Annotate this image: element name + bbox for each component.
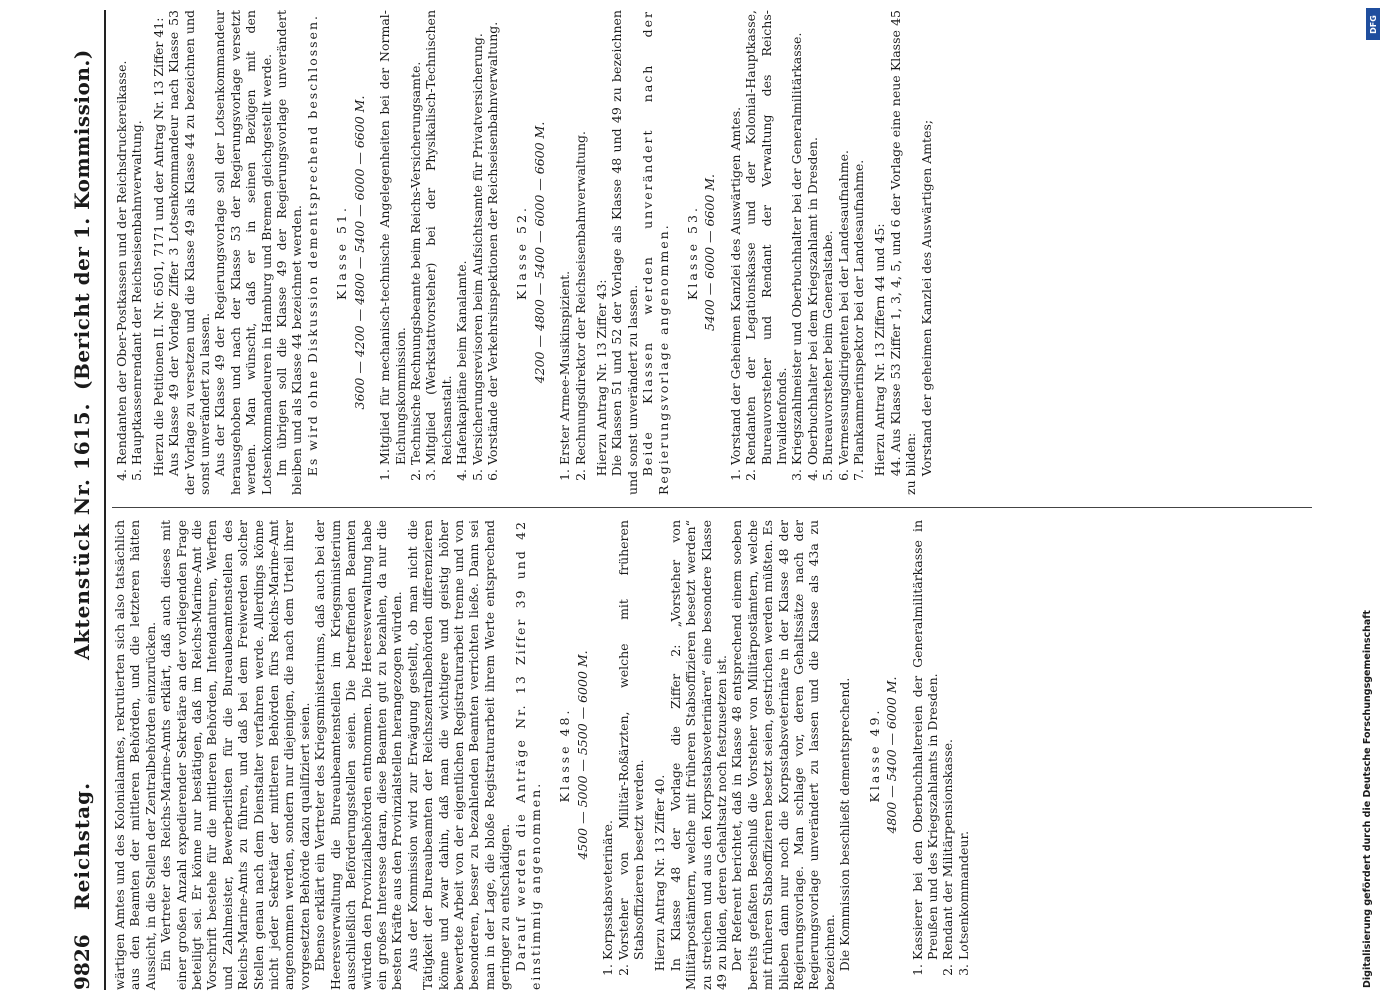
paragraph: Darauf werden die Anträge Nr. 13 Ziffer 39 und 42 einstimmig angenommen. [512,520,543,990]
paragraph: wärtigen Amtes und des Kolonialamtes, rekrutierten sich also tatsächlich aus den Beamten der mittleren Behörden, und die letzteren hätten Aussicht, in die Stellen der Zentralbehörden einzurücken. [112,520,158,990]
report-title: (Bericht der 1. Kommission.) [70,49,94,390]
paragraph: Vorstand der geheimen Kanzlei des Auswärtigen Amtes; [918,119,934,477]
class-heading: Klasse 53. [685,205,700,300]
paragraph: In Klasse 48 der Vorlage die Ziffer 2: „Vorsteher von Militärpostämtern, welche mit früheren Stabsoffizieren besetzt werden“ zu streichen und aus den Korpsstabsveterinären“ eine besondere Klasse 49 zu bilden, deren Gehaltsatz noch festzusetzen ist. [667,520,730,990]
paragraph: Aus der Kommission wird zur Erwägung gestellt, ob man nicht die Tätigkeit der Bureaubeamten der Reichszentralbehörden differenzieren könne und zwar dahin, daß man die wichtigere und geistig höher bewertete Arbeit von der eigentlichen Registraturarbeit trenne und von besonderen, besser zu bezahlenden Beamten verrichten ließe. Dann sei man in der Lage, die bloße Registraturarbeit ihrem Werte entsprechend geringer zu entschädigen. [404,520,513,990]
running-title: Reichstag. [70,781,94,910]
page-number: 9826 [70,934,94,990]
dfg-logo-text: DFG [1368,14,1378,34]
class-list [557,10,588,495]
paragraph: Ein Vertreter des Reichs-Marine-Amts erklärt, daß auch dieses mit einer großen Anzahl expedierender Sekretäre an der vorliegenden Frage beteiligt sei. Er könne nur bestätigen, daß im Reichs-Marine-Amt die Vorschrift bestehe für die mittleren Behörden, Intendanturen, Werften und Zahlmeister, Bewerberlisten für die Bureaubeamtenstellen des Reichs-Marine-Amts zu führen, und daß bei dem Freiwerden solcher Stellen genau nach dem Dienstalter verfahren werde. Allerdings könne nicht jeder Sekretär der mittleren Behörden fürs Reichs-Marine-Amt angenommen werden, sondern nur diejenigen, die nach dem Urteil ihrer vorgesetzten Behörde dazu qualifiziert seien. [158,520,312,990]
list-item: 3. Kriegszahlmeister und Oberbuchhalter bei der Generalmilitärkasse. [789,10,804,465]
left-column [112,520,1312,990]
list-item: 2. Vorsteher von Militär-Roßärzten, welche mit früheren Stabsoffizieren besetzt werden. [616,520,647,960]
list-item: 2. Technische Rechnungsbeamte beim Reichs-Versicherungsamte. [408,10,423,465]
page-header [64,10,102,990]
list-item: 2. Rendanten der Legationskasse und der Kolonial-Hauptkasse, Bureauvorsteher und Rendant der Verwaltung des Reichs-Invalidenfonds. [743,10,789,465]
list-item: 2. Rendant der Militärpensionskasse. [940,520,955,960]
paragraph: Die Kommission beschließt dementsprechend. [837,677,853,972]
class-list [377,10,500,495]
digitization-note-text: Digitalisierung gefördert durch die Deutsche Forschungsgemeinschaft [1362,610,1373,988]
paragraph: Im übrigen soll die Klasse 49 der Regierungsvorlage unverändert bleiben und als Klasse 44 bezeichnet werden. [274,10,305,495]
list-item: 4. Oberbuchhalter bei dem Kriegszahlamt in Dresden. [805,10,820,465]
paragraph: Der Referent berichtet, daß in Klasse 48 entsprechend einem soeben bereits gefaßten Beschluß die Vorsteher von Militärpostämtern, welche mit früheren Stabsoffizieren besetzt seien, gestrichen werden müßten. Es blieben dann nur noch die Korpsstabsveterinäre in der Klasse 48 der Regierungsvorlage. Man schlage vor, deren Gehaltssätze nach der Regierungsvorlage unverändert zu lassen und die Klasse als 43a zu bezeichnen. [729,520,837,990]
class-list [910,520,972,990]
paragraph: Hierzu Antrag Nr. 13 Ziffern 44 und 45: [872,223,888,477]
list-item: 1. Mitglied für mechanisch-technische Angelegenheiten bei der Normal-Eichungskommission. [377,10,408,465]
paragraph: Aus Klasse 49 der Vorlage Ziffer 3 Lotsenkommandeur nach Klasse 53 der Vorlage zu versetzen und die Klasse 49 als Klasse 44 zu bezeichnen und sonst unverändert zu lassen. [166,10,213,495]
class-heading: Klasse 49. [866,707,882,803]
list-item: 7. Plankammerinspektor bei der Landesaufnahme. [851,10,866,465]
class-list [728,10,867,495]
list-item: 1. Korpsstabsveterinäre. [600,520,615,960]
class-list [114,10,145,495]
list-item: 4. Hafenkapitäne beim Kanalamte. [454,10,469,465]
class-list [600,520,646,990]
paragraph: Ebenso erklärt ein Vertreter des Kriegsministeriums, daß auch bei der Heeresverwaltung die Bureaubeamtenstellen im Kriegsministerium ausschließlich Beförderungsstellen seien. Die betreffenden Beamten würden den Provinzialbehörden entnommen. Die Heeresverwaltung habe ein großes Interesse daran, diese Beamten gut zu bezahlen, da nur die besten Kräfte aus den Provinzialstellen herangezogen würden. [312,520,405,990]
paragraph: Die Klassen 51 und 52 der Vorlage als Klasse 48 und 49 zu bezeichnen und sonst unverändert zu lassen. [609,10,640,495]
column-divider [112,507,1312,508]
paragraph: Hierzu Antrag Nr. 13 Ziffer 40. [652,774,668,972]
dfg-logo [1366,8,1380,40]
salary-scale: 4200 — 4800 — 5400 — 6000 — 6600 M. [531,121,547,384]
list-item: 1. Erster Armee-Musikinspizient. [557,10,572,465]
list-item: 6. Vermessungsdirigenten bei der Landesaufnahme. [836,10,851,465]
paragraph: 44. Aus Klasse 53 Ziffer 1, 3, 4, 5, und 6 der Vorlage eine neue Klasse 45 zu bilden: [887,10,919,495]
paragraph: Es wird ohne Diskussion dementsprechend beschlossen. [304,14,320,477]
list-item: 2. Rechnungsdirektor der Reichseisenbahnverwaltung. [573,10,588,465]
list-item: 5. Hauptkassenrendant der Reichseisenbahnverwaltung. [129,10,144,465]
list-item: 3. Mitglied (Werkstattvorsteher) bei der Physikalisch-Technischen Reichsanstalt. [423,10,454,465]
header-rule [104,10,106,990]
list-item: 1. Kassierer bei den Oberbuchhaltereien der Generalmilitärkasse in Preußen und des Kriegszahlamts in Dresden. [910,520,941,960]
list-item: 5. Bureauvorsteher beim Generalstabe. [820,10,835,465]
attachment-number: Aktenstück Nr. 1615. [70,402,94,660]
list-item: 6. Vorstände der Verkehrsinspektionen der Reichseisenbahnverwaltung. [485,10,500,465]
salary-scale: 4500 — 5000 — 5500 — 6000 M. [574,650,590,860]
paragraph: Hierzu Antrag Nr. 13 Ziffer 43: [593,279,609,477]
list-item: 1. Vorstand der Geheimen Kanzlei des Auswärtigen Amtes. [728,10,743,465]
paragraph: Beide Klassen werden unverändert nach der Regierungsvorlage angenommen. [640,10,671,495]
class-heading: Klasse 48. [557,707,573,803]
class-heading: Klasse 51. [334,205,350,300]
digitization-note [1362,8,1380,988]
salary-scale: 5400 — 6000 — 6600 M. [702,173,718,332]
list-item: 4. Rendanten der Ober-Postkassen und der Reichsdruckereikasse. [114,10,129,465]
list-item: 3. Lotsenkommandeur. [956,520,971,960]
class-heading: Klasse 52. [514,205,530,300]
paragraph: Aus der Klasse 49 der Regierungsvorlage soll der Lotsenkommandeur herausgehoben und nach der Klasse 53 der Regierungsvorlage versetzt werden. Man wünscht, daß er in seinen Bezügen mit den Lotsenkommandeuren in Hamburg und Bremen gleichgestellt werde. [212,10,274,495]
right-column [112,10,1312,495]
salary-scale: 3600 — 4200 — 4800 — 5400 — 6000 — 6600 M. [351,95,367,410]
list-item: 5. Versicherungsrevisoren beim Aufsichtsamte für Privatversicherung. [470,10,485,465]
paragraph: Hierzu die Petitionen II. Nr. 6501, 7171 und der Antrag Nr. 13 Ziffer 41: [150,17,166,477]
salary-scale: 4800 — 5400 — 6000 M. [884,676,900,834]
